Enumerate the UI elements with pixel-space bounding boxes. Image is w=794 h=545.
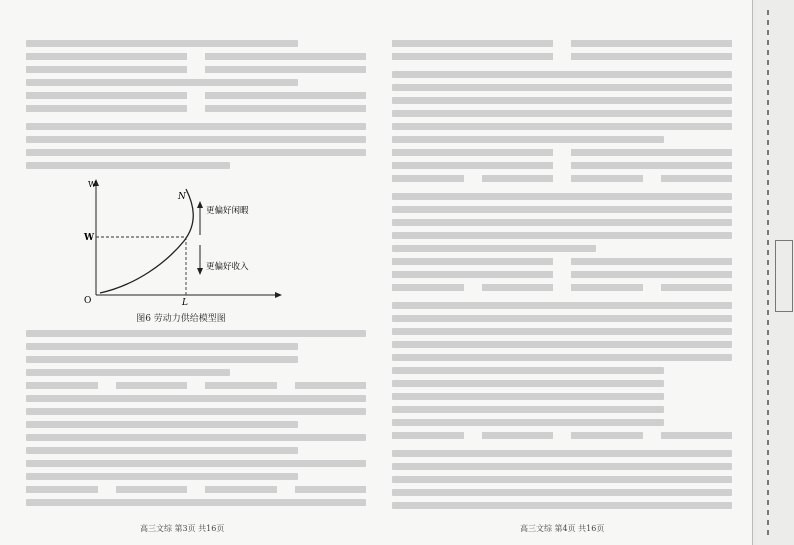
option-line <box>392 271 732 278</box>
curve-label: N <box>178 192 186 202</box>
question-line <box>392 341 732 348</box>
choice-line <box>392 432 732 439</box>
option-line <box>26 460 366 467</box>
left-column <box>26 40 366 510</box>
option-line <box>26 105 366 112</box>
question-line <box>26 40 298 47</box>
question-line <box>392 502 732 509</box>
arrow-down-label: 更偏好收入 <box>206 262 249 272</box>
question-line <box>392 232 732 239</box>
option-line <box>392 40 732 47</box>
footer-right: 高三文综 第4页 共16页 <box>520 524 605 533</box>
x-axis-label: L <box>182 298 188 307</box>
choice-line <box>26 486 366 493</box>
x-axis-arrow <box>275 292 282 298</box>
option-line <box>392 406 664 413</box>
question-line <box>392 193 732 200</box>
choice-line <box>392 284 732 291</box>
option-line <box>26 473 298 480</box>
choice-line <box>392 175 732 182</box>
question-line <box>392 97 732 104</box>
question-line <box>392 354 732 361</box>
question-line <box>392 463 732 470</box>
question-line <box>392 328 732 335</box>
arrow-up-head <box>197 201 203 208</box>
question-line <box>392 367 664 374</box>
question-line <box>392 245 596 252</box>
option-line <box>392 258 732 265</box>
question-line <box>392 219 732 226</box>
option-line <box>392 419 664 426</box>
question-line <box>392 450 732 457</box>
question-line <box>26 395 366 402</box>
option-line <box>392 149 732 156</box>
question-line <box>26 79 298 86</box>
arrow-down-head <box>197 268 203 275</box>
y-axis-label: W <box>88 180 97 189</box>
footer-left: 高三文综 第3页 共16页 <box>140 524 225 533</box>
question-line <box>392 71 732 78</box>
question-line <box>392 84 732 91</box>
question-line <box>392 136 664 143</box>
question-line <box>26 136 366 143</box>
question-line <box>26 149 366 156</box>
binding-dash-line <box>767 10 769 535</box>
question-line <box>26 123 366 130</box>
supply-curve <box>100 189 193 293</box>
option-line <box>26 369 230 376</box>
origin-label: O <box>84 296 92 306</box>
option-line <box>392 380 664 387</box>
binding-strip <box>752 0 794 545</box>
option-line <box>392 393 664 400</box>
question-line <box>392 315 732 322</box>
option-line <box>26 343 298 350</box>
question-line <box>392 206 732 213</box>
labor-supply-figure <box>66 175 296 307</box>
question-line <box>392 110 732 117</box>
option-line <box>26 66 366 73</box>
binding-box <box>775 240 793 312</box>
question-line <box>26 162 230 169</box>
arrow-up-label: 更偏好闲暇 <box>206 206 249 216</box>
option-line <box>26 434 366 441</box>
figure-caption: 图6 劳动力供给模型图 <box>136 314 226 324</box>
option-line <box>392 53 732 60</box>
question-line <box>26 499 366 506</box>
option-line <box>26 447 298 454</box>
option-line <box>26 356 298 363</box>
question-line <box>392 123 732 130</box>
option-line <box>26 53 366 60</box>
question-line <box>392 302 732 309</box>
question-line <box>392 489 732 496</box>
choice-line <box>26 382 366 389</box>
right-column <box>392 40 732 510</box>
option-line <box>26 330 366 337</box>
labor-supply-svg <box>66 175 296 307</box>
question-line <box>26 421 298 428</box>
wage-label: W <box>84 233 95 243</box>
option-line <box>392 162 732 169</box>
option-line <box>26 92 366 99</box>
question-line <box>392 476 732 483</box>
question-line <box>26 408 366 415</box>
